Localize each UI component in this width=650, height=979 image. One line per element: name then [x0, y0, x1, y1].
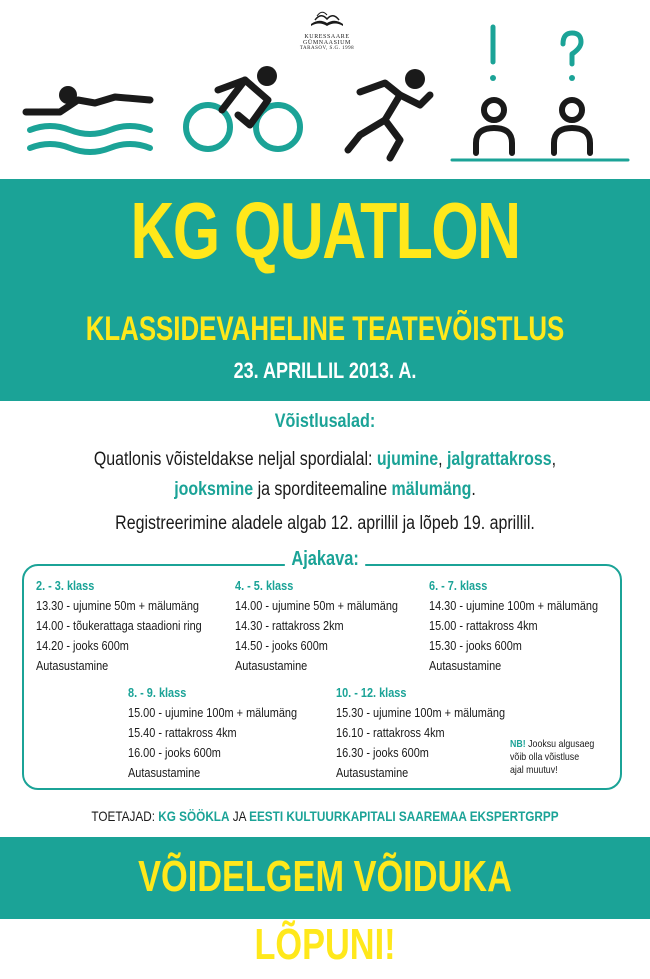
group-item: Autasustamine — [336, 765, 409, 780]
group-item: 16.30 - jooks 600m — [336, 745, 429, 760]
sponsors-and: JA — [229, 808, 250, 824]
sport-swimming: ujumine — [376, 449, 439, 470]
group-item: Autasustamine — [429, 658, 502, 673]
group-title: 10. - 12. klass — [336, 685, 407, 700]
group-item: 14.20 - jooks 600m — [36, 638, 129, 653]
registration-info: Registreerimine aladele algab 12. aprillil ja lõpeb 19. aprillil. — [115, 513, 535, 534]
sponsor-2: EESTI KULTUURKAPITALI SAAREMAA EKSPERTGRPP — [249, 808, 559, 824]
group-title: 2. - 3. klass — [36, 578, 95, 593]
swimmer-icon — [26, 86, 150, 152]
group-item: 15.30 - jooks 600m — [429, 638, 522, 653]
slogan: VÕIDELGEM VÕIDUKA LÕPUNI! — [138, 852, 512, 969]
schedule-group — [128, 683, 297, 783]
sport-pictograms — [0, 0, 650, 180]
events-heading: Võistlusalad: — [274, 411, 376, 432]
group-item: 15.00 - rattakross 4km — [429, 618, 538, 633]
group-title: 4. - 5. klass — [235, 578, 294, 593]
event-date: 23. APRILLIL 2013. A. — [233, 358, 417, 383]
group-item: 14.50 - jooks 600m — [235, 638, 328, 653]
sponsor-1: KG SÖÖKLA — [158, 808, 230, 824]
schedule-group — [235, 576, 398, 676]
quiz-people-icon — [452, 27, 628, 160]
group-item: Autasustamine — [36, 658, 109, 673]
cyclist-icon — [186, 66, 300, 149]
sep-1: , — [438, 449, 447, 470]
sport-quiz: mälumäng — [391, 479, 472, 500]
intro-end: . — [471, 479, 476, 500]
schedule-note — [510, 738, 594, 777]
group-item: 14.00 - ujumine 50m + mälumäng — [235, 598, 398, 613]
sport-running: jooksmine — [174, 479, 254, 500]
note-label: NB! — [510, 738, 526, 750]
group-item: 14.30 - ujumine 100m + mälumäng — [429, 598, 599, 613]
note-line: võib olla võistluse — [510, 751, 580, 763]
group-item: Autasustamine — [235, 658, 308, 673]
group-title: 8. - 9. klass — [128, 685, 187, 700]
schedule-heading: Ajakava: — [285, 548, 366, 571]
group-item: 13.30 - ujumine 50m + mälumäng — [36, 598, 199, 613]
sponsors — [52, 808, 598, 824]
schedule-group — [336, 683, 505, 783]
schedule-group — [36, 576, 202, 676]
group-item: 14.00 - tõukerattaga staadioni ring — [36, 618, 202, 633]
group-title: 6. - 7. klass — [429, 578, 488, 593]
school-sub: TARASOV, S.G. 1998 — [299, 46, 355, 51]
group-item: 16.10 - rattakross 4km — [336, 725, 445, 740]
intro-text-b: ja sporditeemaline — [253, 479, 392, 500]
sport-cycling: jalgrattakross — [446, 449, 552, 470]
group-item: Autasustamine — [128, 765, 201, 780]
school-name: KURESSAARE GÜMNAASIUM — [302, 34, 351, 46]
group-item: 14.30 - rattakross 2km — [235, 618, 344, 633]
sep-2: , — [551, 449, 557, 470]
runner-icon — [348, 69, 430, 158]
note-line: ajal muutuv! — [510, 764, 558, 776]
schedule-group — [429, 576, 598, 676]
sponsors-label: TOETAJAD: — [91, 808, 159, 824]
group-item: 16.00 - jooks 600m — [128, 745, 221, 760]
event-title: KG QUATLON — [130, 186, 520, 275]
event-subtitle: KLASSIDEVAHELINE TEATEVÕISTLUS — [85, 310, 565, 348]
group-item: 15.40 - rattakross 4km — [128, 725, 237, 740]
note-line: Jooksu algusaeg — [525, 738, 595, 750]
intro-text-a: Quatlonis võisteldakse neljal spordialal: — [93, 449, 377, 470]
group-item: 15.30 - ujumine 100m + mälumäng — [336, 705, 506, 720]
events-intro — [60, 445, 589, 505]
group-item: 15.00 - ujumine 100m + mälumäng — [128, 705, 298, 720]
schedule-heading-wrap — [0, 548, 650, 571]
